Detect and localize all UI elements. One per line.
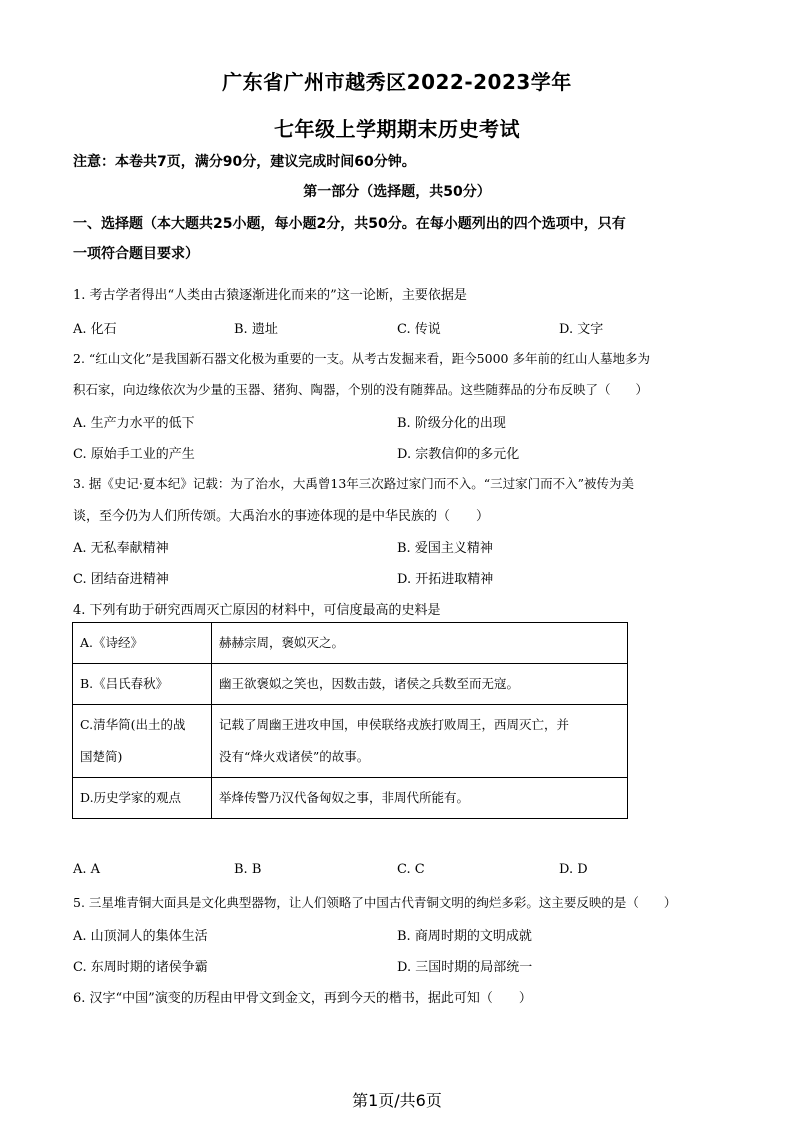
q2-option-b: B. 阶级分化的出现 [397,416,506,431]
exam-title-line1: 广东省广州市越秀区2022-2023学年 [222,70,572,94]
q5-option-c: C. 东周时期的诸侯争霸 [73,960,208,975]
q3-option-c: C. 团结奋进精神 [73,572,169,587]
q3-option-b: B. 爱国主义精神 [397,541,493,556]
content-cell-line1: 记载了周幽王进攻申国，申侯联络戎族打败周王，西周灭亡，并 [219,717,570,732]
question-3-stem-line2: 谈，至今仍为人们所传颂。大禹治水的事迹体现的是中华民族的（ ） [73,509,490,524]
q5-option-d: D. 三国时期的局部统一 [397,960,533,975]
q3-option-a: A. 无私奉献精神 [73,541,169,556]
q3-option-d: D. 开拓进取精神 [397,572,494,587]
source-cell-line2: 国楚简) [80,749,123,764]
question-3-stem-line1: 3. 据《史记·夏本纪》记载：为了治水，大禹曾13年三次路过家门而不入。“三过家门而不入”被传为美 [73,476,635,491]
source-cell [73,705,212,778]
exam-title-line2: 七年级上学期期末历史考试 [274,117,520,141]
table-row [73,705,628,778]
q2-option-d: D. 宗教信仰的多元化 [397,447,520,462]
q5-option-b: B. 商周时期的文明成就 [397,929,532,944]
section-heading-line2: 一项符合题目要求） [73,246,199,262]
source-cell: A.《诗经》 [73,623,212,664]
historical-sources-table [72,622,628,819]
source-cell: D.历史学家的观点 [73,778,212,819]
exam-notice: 注意：本卷共7页，满分90分，建议完成时间60分钟。 [73,154,416,170]
q4-option-d: D. D [559,862,588,877]
table-row [73,664,628,705]
q1-option-a: A. 化石 [73,322,117,337]
content-cell: 赫赫宗周，褒姒灭之。 [212,623,628,664]
source-cell-line1: C.清华简(出土的战 [80,717,186,732]
table-row [73,623,628,664]
question-2-stem-line2: 积石家，向边缘依次为少量的玉器、猪狗、陶器，个别的没有随葬品。这些随葬品的分布反映了（ ） [73,382,649,397]
q5-option-a: A. 山顶洞人的集体生活 [73,929,208,944]
q1-option-d: D. 文字 [559,322,604,337]
q4-option-b: B. B [234,862,262,877]
question-6-stem: 6. 汉字“中国”演变的历程由甲骨文到金文，再到今天的楷书，据此可知（ ） [73,991,532,1006]
q2-option-a: A. 生产力水平的低下 [73,416,195,431]
q4-option-c: C. C [397,862,425,877]
question-5-stem: 5. 三星堆青铜大面具是文化典型器物，让人们领略了中国古代青铜文明的绚烂多彩。这主要反映的是（ ） [73,895,677,910]
q1-option-c: C. 传说 [397,322,441,337]
table-row [73,778,628,819]
question-1-stem: 1. 考古学者得出“人类由古猿逐渐进化而来的”这一论断，主要依据是 [73,288,467,303]
question-2-stem-line1: 2. “红山文化”是我国新石器文化极为重要的一支。从考古发掘来看，距今5000 多年前的红山人墓地多为 [73,351,650,366]
source-cell: B.《吕氏春秋》 [73,664,212,705]
part-title: 第一部分（选择题，共50分） [303,184,491,200]
content-cell: 幽王欲褒姒之笑也，因数击鼓，诸侯之兵数至而无寇。 [212,664,628,705]
page-footer: 第1页/共6页 [352,1091,442,1110]
section-heading-line1: 一、选择题（本大题共25小题，每小题2分，共50分。在每小题列出的四个选项中，只有 [73,216,626,232]
q1-option-b: B. 遗址 [234,322,278,337]
q2-option-c: C. 原始手工业的产生 [73,447,195,462]
content-cell [212,705,628,778]
content-cell: 举烽传警乃汉代备匈奴之事，非周代所能有。 [212,778,628,819]
content-cell-line2: 没有“烽火戏诸侯”的故事。 [219,749,370,764]
q4-option-a: A. A [73,862,101,877]
question-4-stem: 4. 下列有助于研究西周灭亡原因的材料中，可信度最高的史料是 [73,603,441,618]
